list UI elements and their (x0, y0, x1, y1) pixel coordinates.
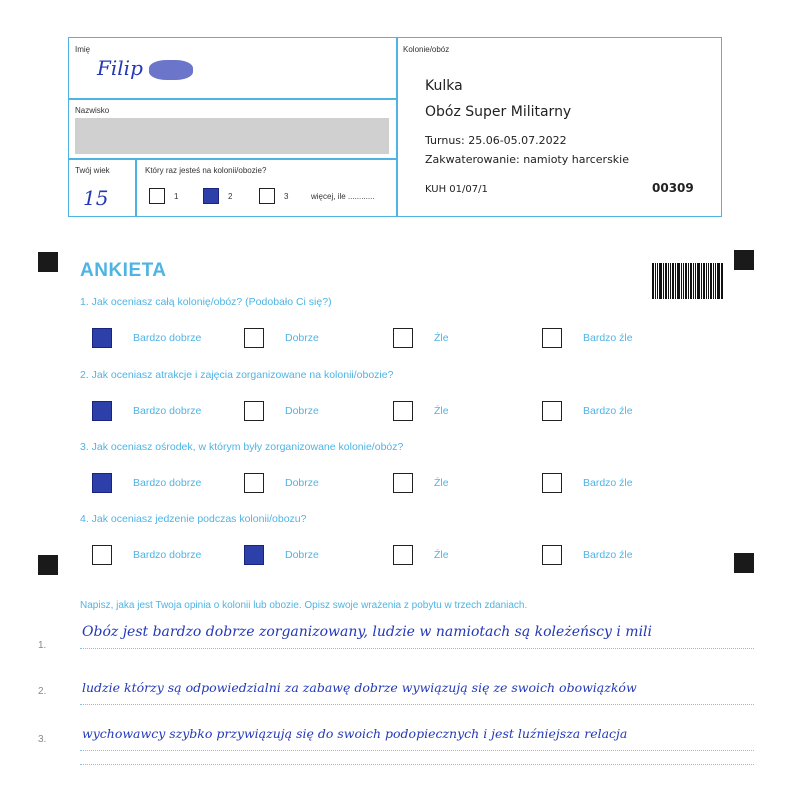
q4-option-checkbox[interactable] (244, 545, 264, 565)
q3-option-label: Źle (434, 477, 449, 489)
barcode-bar (668, 263, 669, 299)
line-number: 1. (38, 640, 47, 651)
q4-option-label: Dobrze (285, 549, 319, 561)
barcode-bar (717, 263, 720, 299)
line-number: 3. (38, 734, 47, 745)
barcode (652, 263, 723, 299)
answer-dotted-line (80, 750, 754, 751)
times-checkbox-2[interactable] (203, 188, 219, 204)
q4-option-checkbox[interactable] (92, 545, 112, 565)
divider (69, 158, 396, 160)
barcode-bar (685, 263, 687, 299)
answer-line-1[interactable]: Obóz jest bardzo dobrze zorganizowany, ludzie w namiotach są koleżeńscy i mili (82, 624, 653, 640)
barcode-bar (715, 263, 716, 299)
q1-option-checkbox[interactable] (92, 328, 112, 348)
q4-option-checkbox[interactable] (393, 545, 413, 565)
q3-option-label: Bardzo dobrze (133, 477, 202, 489)
barcode-bar (663, 263, 664, 299)
barcode-bar (670, 263, 671, 299)
answer-dotted-line (80, 704, 754, 705)
age-value: 15 (83, 186, 109, 210)
q4-option-label: Bardzo źle (583, 549, 633, 561)
q1-option-checkbox[interactable] (393, 328, 413, 348)
q2-option-label: Dobrze (285, 405, 319, 417)
answer-dotted-line (80, 648, 754, 649)
q3-option-checkbox[interactable] (393, 473, 413, 493)
camp-type: Obóz Super Militarny (425, 104, 572, 120)
name-value: Filip (97, 56, 143, 80)
form-number: 00309 (652, 181, 694, 195)
barcode-bar (713, 263, 714, 299)
q3-option-label: Dobrze (285, 477, 319, 489)
camp-name: Kulka (425, 78, 463, 94)
question-1: 1. Jak oceniasz całą kolonię/obóz? (Podobało Ci się?) (80, 296, 332, 308)
barcode-bar (721, 263, 723, 299)
q2-option-label: Bardzo źle (583, 405, 633, 417)
q1-option-label: Bardzo dobrze (133, 332, 202, 344)
times-label: Który raz jesteś na kolonii/obozie? (145, 166, 267, 175)
q2-option-label: Bardzo dobrze (133, 405, 202, 417)
barcode-bar (701, 263, 702, 299)
barcode-bar (703, 263, 705, 299)
registration-marker (38, 252, 58, 272)
camper-info-form (68, 37, 722, 217)
q3-option-checkbox[interactable] (244, 473, 264, 493)
q3-option-checkbox[interactable] (542, 473, 562, 493)
times-checkbox-1[interactable] (149, 188, 165, 204)
q4-option-checkbox[interactable] (542, 545, 562, 565)
divider (69, 98, 396, 100)
times-option-3: 3 (284, 192, 289, 201)
barcode-bar (657, 263, 658, 299)
q4-option-label: Bardzo dobrze (133, 549, 202, 561)
barcode-bar (708, 263, 709, 299)
camp-code: KUH 01/07/1 (425, 184, 488, 195)
opinion-instruction: Napisz, jaka jest Twoja opinia o kolonii lub obozie. Opisz swoje wrażenia z pobytu w trzech zdaniach. (80, 600, 528, 611)
registration-marker (734, 553, 754, 573)
question-3: 3. Jak oceniasz ośrodek, w którym były zorganizowane kolonie/obóz? (80, 441, 404, 453)
accommodation: Zakwaterowanie: namioty harcerskie (425, 153, 629, 166)
divider (135, 158, 137, 216)
line-number: 2. (38, 686, 47, 697)
answer-dotted-line (80, 764, 754, 765)
times-option-2: 2 (228, 192, 233, 201)
times-option-1: 1 (174, 192, 179, 201)
question-4: 4. Jak oceniasz jedzenie podczas kolonii/obozu? (80, 513, 307, 525)
q2-option-checkbox[interactable] (542, 401, 562, 421)
question-2: 2. Jak oceniasz atrakcje i zajęcia zorganizowane na kolonii/obozie? (80, 369, 394, 381)
turnus: Turnus: 25.06-05.07.2022 (425, 134, 567, 147)
barcode-bar (675, 263, 676, 299)
q2-option-checkbox[interactable] (393, 401, 413, 421)
barcode-bar (665, 263, 667, 299)
times-checkbox-3[interactable] (259, 188, 275, 204)
q2-option-checkbox[interactable] (244, 401, 264, 421)
answer-line-3[interactable]: wychowawcy szybko przywiązują się do swoich podopiecznych i jest luźniejsza relacja (82, 726, 628, 741)
surname-redacted (75, 118, 389, 154)
times-more-label: więcej, ile ............ (311, 192, 375, 201)
barcode-bar (690, 263, 692, 299)
barcode-bar (672, 263, 674, 299)
name-label: Imię (75, 45, 91, 54)
barcode-bar (695, 263, 696, 299)
answer-line-2[interactable]: ludzie którzy są odpowiedzialni za zabawę dobrze wywiązują się ze swoich obowiązków (82, 680, 637, 695)
barcode-bar (652, 263, 654, 299)
barcode-bar (697, 263, 700, 299)
barcode-bar (655, 263, 656, 299)
divider (396, 38, 398, 216)
q2-option-label: Źle (434, 405, 449, 417)
q3-option-label: Bardzo źle (583, 477, 633, 489)
redaction-scribble (149, 60, 193, 80)
registration-marker (734, 250, 754, 270)
barcode-bar (683, 263, 684, 299)
camp-label: Kolonie/obóz (403, 45, 450, 54)
q1-option-checkbox[interactable] (542, 328, 562, 348)
barcode-bar (659, 263, 662, 299)
age-label: Twój wiek (75, 166, 110, 175)
barcode-bar (688, 263, 689, 299)
q2-option-checkbox[interactable] (92, 401, 112, 421)
q1-option-label: Dobrze (285, 332, 319, 344)
barcode-bar (677, 263, 680, 299)
q3-option-checkbox[interactable] (92, 473, 112, 493)
registration-marker (38, 555, 58, 575)
q1-option-checkbox[interactable] (244, 328, 264, 348)
q4-option-label: Źle (434, 549, 449, 561)
barcode-bar (681, 263, 682, 299)
q1-option-label: Źle (434, 332, 449, 344)
barcode-bar (693, 263, 694, 299)
barcode-bar (710, 263, 712, 299)
surname-label: Nazwisko (75, 106, 110, 115)
barcode-bar (706, 263, 707, 299)
q1-option-label: Bardzo źle (583, 332, 633, 344)
survey-title: ANKIETA (80, 260, 167, 281)
